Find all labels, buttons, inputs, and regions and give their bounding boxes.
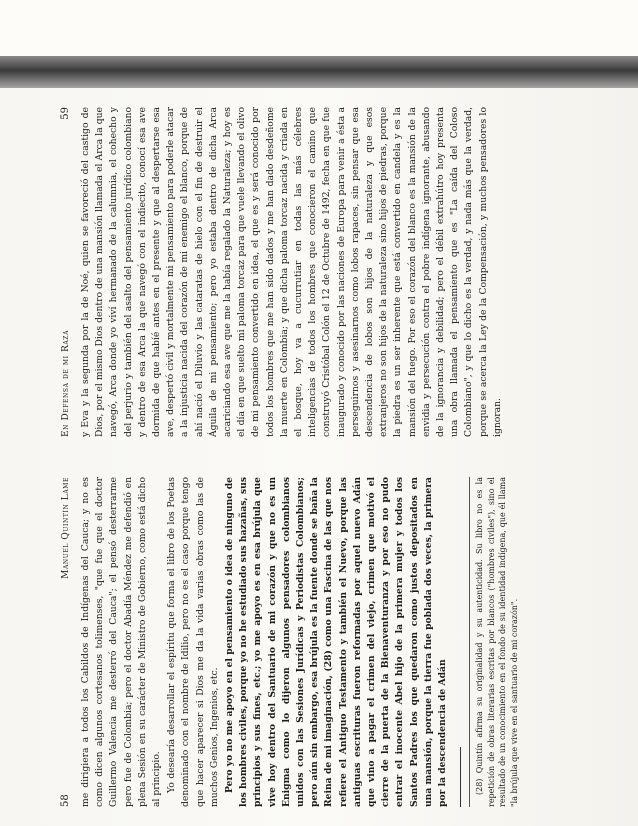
page-number: 59: [60, 107, 71, 120]
running-head: Manuel Quintín Lame: [61, 477, 71, 579]
page-number: 58: [60, 794, 71, 807]
paragraph: Pero yo no me apoyo en el pensamiento o idea de ninguno de los hombres civiles, porque yo no he estudiado sus hazañas, sus principios y sus fines, etc.; yo me apoyo es en esa brújula que vive hoy dentro del Santuario de mi corazón y que no es un Enigma como lo dijeron algunos pensadores colombianos unidos con las Sesiones Jurídicas y Periodistas Colombianos; pero aún sin embargo, esa brújula es la fuente donde se baña la Reina de mi imaginación, (28) como una Fascina de las que nos refiere el Antiguo Testamento y también el Nuevo, porque las antiguas escrituras fueron reformadas por aquel nuevo Adán que vino a pagar el crimen del viejo, crimen que motivó el cierre de la puerta de la Bienaventuranza y por eso no pudo entrar el inocente Abel hijo de la primera mujer y todos los Santos Padres los que quedaron como justos depositados en una mansión, porque la tierra fue poblada dos veces, la primera por la descendencia de Adán: [224, 477, 449, 807]
page-header: [59, 107, 79, 437]
page-left: [59, 477, 579, 807]
running-head: En Defensa de mi Raza: [61, 329, 71, 437]
footnote-rule: [460, 747, 461, 807]
page-right: [59, 107, 579, 437]
book-edge-shadow: [0, 56, 638, 92]
rotated-book-spread: [59, 107, 579, 807]
paragraph: me dirigiera a todos los Cabildos de Indígenas del Cauca; y no es como dicen algunos cortesanos tolimenses, "que fue que el doctor Guillermo Valencia me desterró del Cauca"; el pensó desterrarme pero fue de Colombia; pero el doctor Abadía Méndez me defendió en plena Sesión en su carácter de Ministro de Gobierno, como está dicho al principio.: [80, 477, 163, 807]
footnote: (28) Quintín afirma su originalidad y su autenticidad. Su libro no es la repetición de obras literarias escritas por blancos ("hombres civiles"), sino el resultado de un conocimiento en el fondo de su identidad indígena, que él llama "la brújula que vive en el santuario de mi corazón".: [469, 477, 520, 807]
paragraph: Yo desearía desarrollar el espíritu que forma el libro de los Poetas denominado con el nombre de Idilio, pero no es el caso porque tengo que hacer aparecer si Dios me da la vida varias obras como las de muchos Genios, Ingenios, etc.: [166, 477, 220, 807]
page-header: [59, 477, 79, 807]
paragraph: y Eva y la segunda por la de Noé, quien se favoreció del castigo de Dios, por el mismo Dios dentro de una mansión llamada el Arca la que navegó, Arca donde yo viví hermanado de la calumnia, el cohecho y del perjurio y también del asalto del pensamiento jurídico colombiano y dentro de esa Arca la que navegó con el indiecito, conocí esa ave dormida de que habíé antes en el presente y que al despertarse esa ave, despertó civil y mortalmente mi pensamiento para poderle atacar a la injusticia nacida del corazón de mi enemigo el blanco, porque de ahí nació el Diluvio y las cataratas de hielo con el fin de destruir el Águila de mi pensamiento; pero yo estaba dentro de dicha Arca acariciando esa ave que me la había regalado la Naturaleza; y hoy es el día en que suelto mi paloma torcaz para que vuele llevando el olivo de mi pensamiento convertido en idea, el que es y será conocido por todos los hombres que me han sido dados y me han dado desdeñome la muerte en Colombia; y que dicha paloma torcaz nacida y criada en el bosque, hoy va a cucurrutiar en todas las más célebres inteligencias de todos los hombres que conocieron el camino que construyó Cristóbal Colón el 12 de Octubre de 1492, fecha en que fue inaugurado y conocido por las naciones de Europa para venir a ésta a perseguirnos y asesinarnos como lobos rapaces, sin pensar que esa descendencia de lobos son hijos de la naturaleza y que esos extranjeros no son hijos de la naturaleza sino hijos de piedras, porque la piedra es un ser inherente que está convertido en candela y es la mansión del fuego. Por eso el corazón del blanco es la mansión de la envidia y persecución contra el pobre indígena ignorante, abusando de la ignorancia y debilidad; pero el débil extrahútro hoy presenta una obra llamada el pensamiento que es "La caída del Coloso Colombiano", y que lo dicho es la verdad, y nada más que la verdad, porque se acerca la Ley de la Compensación, y muchos pensadores lo ignoran.: [80, 107, 503, 437]
